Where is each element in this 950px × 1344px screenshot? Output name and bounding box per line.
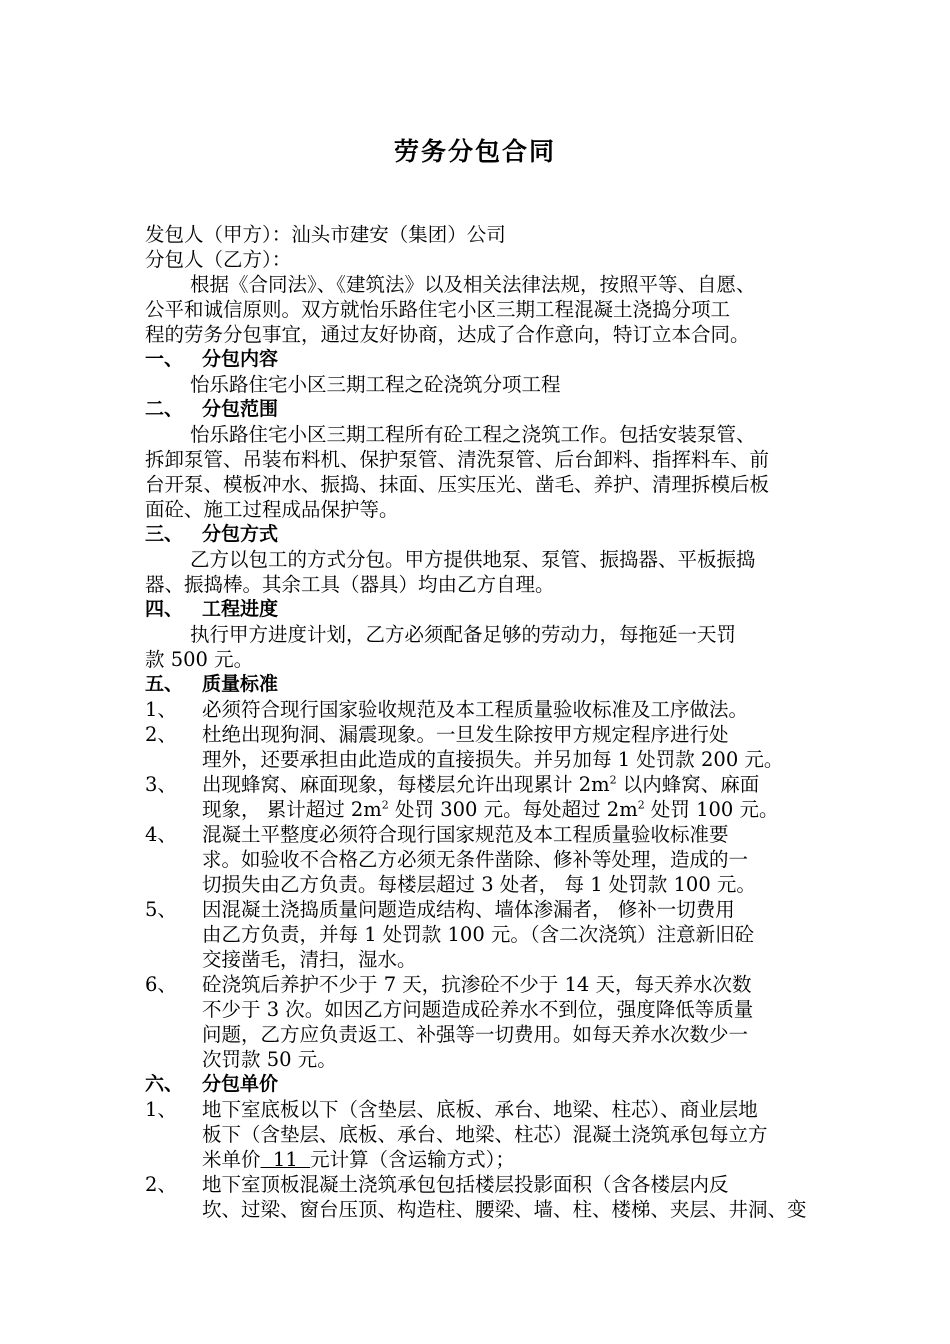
list-item: 5、 因混凝土浇捣质量问题造成结构、墙体渗漏者， 修补一切费用 由乙方负责，并每 1 处罚款 100 元。（含二次浇筑）注意新旧砼 交接凿毛，清扫，湿水。	[145, 898, 755, 971]
party-a-line: 发包人（甲方）：汕头市建安（集团）公司	[145, 223, 506, 246]
preamble-line: 公平和诚信原则。双方就怡乐路住宅小区三期工程混凝土浇捣分项工	[145, 298, 731, 321]
party-b-line: 分包人（乙方）：	[145, 248, 292, 271]
list-item: 1、 地下室底板以下（含垫层、底板、承台、地梁、柱芯）、商业层地 板下（含垫层、底板、承台、地梁、柱芯）混凝土浇筑承包每立方 米单价 11 元计算（含运输方式）；	[145, 1098, 768, 1171]
section-text-line: 怡乐路住宅小区三期工程之砼浇筑分项工程	[190, 373, 561, 396]
document-title: 劳务分包合同	[393, 137, 556, 166]
section-heading: 一、 分包内容	[145, 348, 279, 370]
section-heading: 二、 分包范围	[145, 398, 279, 420]
section-text-line: 器、振捣棒。其余工具（器具）均由乙方自理。	[145, 573, 555, 596]
section-heading: 六、 分包单价	[145, 1073, 279, 1095]
list-item: 2、 杜绝出现狗洞、漏震现象。一旦发生除按甲方规定程序进行处 理外，还要承担由此造成的直接损失。并另加每 1 处罚款 200 元。	[145, 723, 784, 771]
section-text-line: 面砼、施工过程成品保护等。	[145, 498, 399, 521]
section-text-line: 款 500 元。	[145, 648, 254, 671]
document-body	[145, 222, 825, 1222]
section-text-line: 拆卸泵管、吊装布料机、保护泵管、清洗泵管、后台卸料、指挥料车、前	[145, 448, 770, 471]
section-text-line: 乙方以包工的方式分包。甲方提供地泵、泵管、振捣器、平板振捣	[190, 548, 756, 571]
unit-price-value: 11	[260, 1148, 311, 1171]
section-heading: 五、 质量标准	[145, 673, 279, 695]
list-item: 2、 地下室顶板混凝土浇筑承包包括楼层投影面积（含各楼层内反 坎、过梁、窗台压顶、构造柱、腰梁、墙、柱、楼梯、夹层、井洞、变	[145, 1173, 807, 1221]
section-text-line: 执行甲方进度计划，乙方必须配备足够的劳动力，每拖延一天罚	[190, 623, 737, 646]
list-item: 3、 出现蜂窝、麻面现象，每楼层允许出现累计 $2m^2$ 以内蜂窝、麻面 现象， 累计超过 $2m^2$ 处罚 300 元。每处超过 $2m^2$ 处罚 100 元。	[145, 773, 779, 821]
list-item: 1、 必须符合现行国家验收规范及本工程质量验收标准及工序做法。	[145, 698, 749, 721]
preamble-line: 根据《合同法》、《建筑法》以及相关法律法规，按照平等、自愿、	[190, 273, 756, 296]
list-item: 4、 混凝土平整度必须符合现行国家规范及本工程质量验收标准要 求。如验收不合格乙方必须无条件凿除、修补等处理，造成的一 切损失由乙方负责。每楼层超过 3 处者， 每 1 处罚款 100 元。	[145, 823, 756, 896]
section-text-line: 台开泵、模板冲水、振捣、抹面、压实压光、凿毛、养护、清理拆模后板	[145, 473, 770, 496]
section-text-line: 怡乐路住宅小区三期工程所有砼工程之浇筑工作。包括安装泵管、	[190, 423, 756, 446]
section-heading: 四、 工程进度	[145, 598, 279, 620]
section-heading: 三、 分包方式	[145, 523, 279, 545]
preamble-line: 程的劳务分包事宜，通过友好协商，达成了合作意向，特订立本合同。	[145, 323, 750, 346]
list-item: 6、 砼浇筑后养护不少于 7 天，抗渗砼不少于 14 天，每天养水次数 不少于 3 次。如因乙方问题造成砼养水不到位，强度降低等质量 问题，乙方应负责返工、补强等一切费用。如每天养水次数少一 次罚款 50 元。	[145, 973, 754, 1071]
